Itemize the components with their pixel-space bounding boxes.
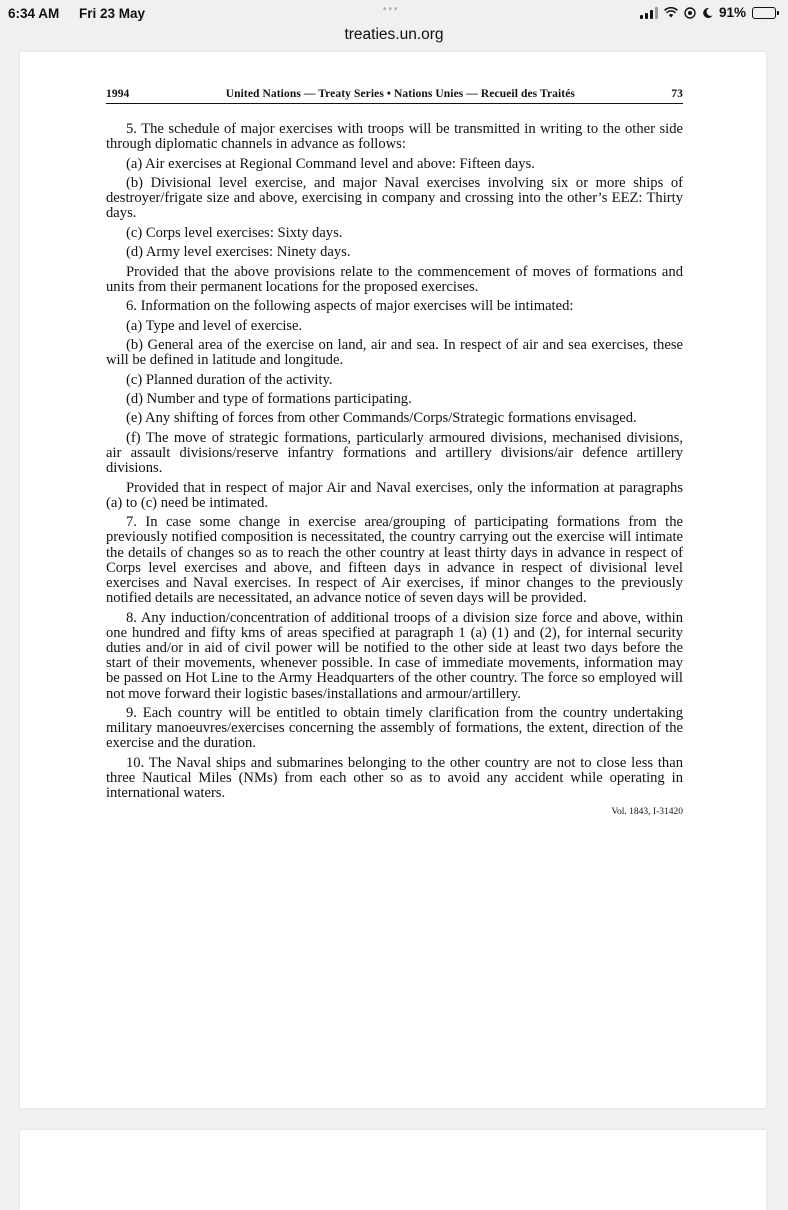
document-body (106, 122, 683, 801)
paragraph: (b) General area of the exercise on land, air and sea. In respect of air and sea exercises, these will be defined in latitude and longitude. (106, 336, 683, 369)
signal-icon (640, 7, 658, 19)
paragraph: (a) Air exercises at Regional Command level and above: Fifteen days. (126, 155, 535, 172)
paragraph: Provided that in respect of major Air and Naval exercises, only the information at paragraphs (a) to (c) need be intimated. (106, 479, 683, 511)
running-header (106, 88, 683, 104)
paragraph: 7. In case some change in exercise area/grouping of participating formations from the previously notified composition is necessitated, the country carrying out the exercise will intimate the details of changes so as to reach the other country at least thirty days in advance in respect of Corps level exercises and above, and fifteen days in advance in respect of divisional level exercises and Naval exercises. In respect of Air exercises, if minor changes to the previously notified details are necessitated, an advance notice of seven days will be provided. (106, 514, 683, 607)
paragraph: (c) Planned duration of the activity. (126, 371, 333, 388)
paragraph: 10. The Naval ships and submarines belonging to the other country are not to close less than three Nautical Miles (NMs) from each other so as to avoid any accident while operating in international waters. (106, 754, 683, 802)
paragraph: 8. Any induction/concentration of additional troops of a division size force and above, within one hundred and fifty kms of areas specified at paragraph 1 (a) (1) and (2), for internal security duties and/or in aid of civil power will be notified to the other side at least two days before the start of their movements, whenever possible. In case of immediate movements, information may be passed on Hot Line to the Army Headquarters of the other country. The force so employed will not move forward their logistic bases/installations and armour/artillery. (106, 609, 683, 702)
paragraph: Provided that the above provisions relate to the commencement of moves of formations and units from their permanent locations for the proposed exercises. (106, 263, 683, 295)
multitasking-dots-icon[interactable]: ••• (383, 4, 400, 15)
status-right (640, 5, 776, 20)
document-page (20, 52, 766, 1108)
paragraph: 5. The schedule of major exercises with troops will be transmitted in writing to the other side through diplomatic channels in advance as follows: (106, 121, 683, 153)
location-icon (684, 7, 696, 19)
paragraph: 9. Each country will be entitled to obtain timely clarification from the country undertaking military manoeuvres/exercises concerning the assembly of formations, the extent, direction of the exercise and the duration. (106, 704, 683, 752)
paragraph: (f) The move of strategic formations, particularly armoured divisions, mechanised divisions, air assault divisions/reserve infantry formations and artillery divisions/air defence artillery divisions. (106, 429, 683, 477)
battery-percent: 91% (718, 5, 746, 20)
status-date: Fri 23 May (79, 6, 146, 21)
wifi-icon (664, 7, 678, 18)
header-year: 1994 (106, 88, 130, 100)
paragraph: 6. Information on the following aspects of major exercises will be intimated: (126, 298, 574, 315)
paragraph: (b) Divisional level exercise, and major Naval exercises involving six or more ships of destroyer/frigate size and above, exercising in company and crossing into the other’s EEZ: Thirty days. (106, 174, 683, 222)
paragraph: (d) Army level exercises: Ninety days. (126, 244, 351, 261)
status-bar (0, 0, 788, 26)
next-document-page (20, 1130, 766, 1210)
address-bar[interactable]: treaties.un.org (344, 26, 444, 43)
paragraph: (e) Any shifting of forces from other Commands/Corps/Strategic formations envisaged. (126, 410, 637, 427)
paragraph: (d) Number and type of formations participating. (126, 390, 412, 407)
moon-icon (702, 7, 713, 19)
paragraph: (a) Type and level of exercise. (126, 317, 303, 334)
header-title: United Nations — Treaty Series • Nations Unies — Recueil des Traités (225, 88, 576, 100)
battery-charging-icon (752, 7, 776, 19)
document-content (106, 88, 683, 817)
header-page-number: 73 (671, 88, 683, 100)
volume-reference: Vol. 1843, I-31420 (611, 807, 683, 818)
paragraph: (c) Corps level exercises: Sixty days. (126, 224, 343, 241)
status-time: 6:34 AM (8, 6, 60, 21)
